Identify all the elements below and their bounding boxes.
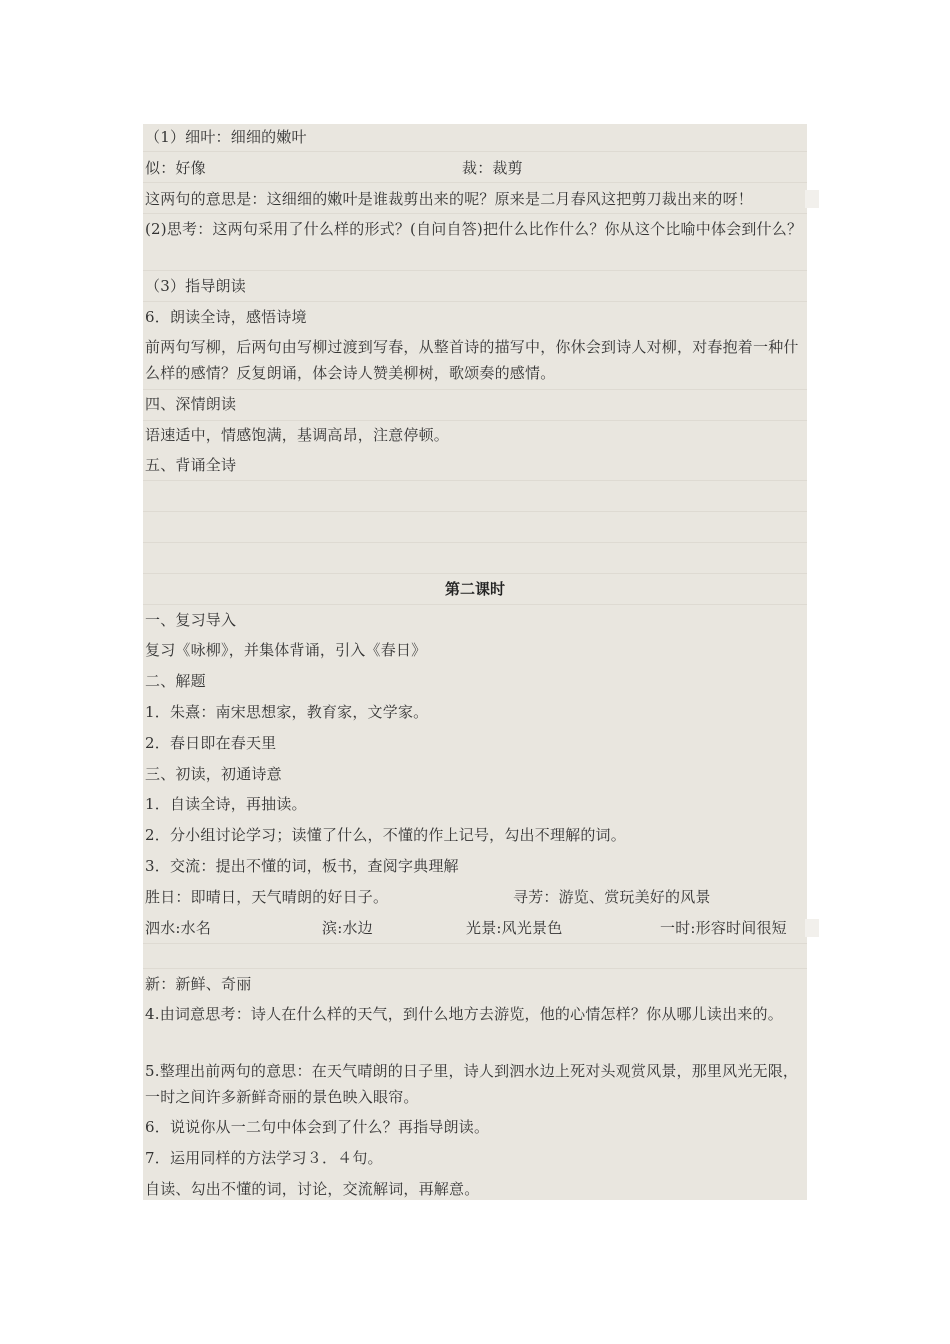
step-3: 3．交流：提出不懂的词，板书，查阅字典理解 — [145, 857, 459, 875]
vocab-note-si: 似：好像 — [145, 159, 206, 177]
row-separator — [143, 270, 807, 271]
step-1: 1．自读全诗，再抽读。 — [145, 795, 307, 813]
feeling-paragraph: 前两句写柳，后两句由写柳过渡到写春，从整首诗的描写中，你休会到诗人对柳，对春抱着一种什么样的感情？反复朗诵，体会诗人赞美柳树，歌颂奏的感情。 — [145, 338, 799, 382]
row-separator — [143, 573, 807, 574]
step-heading-6: 6．朗读全诗，感悟诗境 — [145, 308, 307, 326]
section-heading-1: 一、复习导入 — [145, 611, 237, 629]
edge-mark — [805, 190, 819, 208]
section-heading-3: 三、初读，初通诗意 — [145, 765, 282, 783]
edge-mark — [805, 919, 819, 937]
row-separator — [143, 301, 807, 302]
section-heading-2: 二、解题 — [145, 672, 206, 690]
guided-reading-step: （3）指导朗读 — [145, 277, 246, 295]
vocab-note-xiye: （1）细叶：细细的嫩叶 — [145, 128, 307, 146]
think-question: (2)思考：这两句采用了什么样的形式？(自问自答)把什么比作什么？你从这个比喻中体会到什么？ — [145, 220, 803, 238]
author-note: 1．朱熹：南宋思想家，教育家，文学家。 — [145, 703, 429, 721]
meaning-paragraph: 这两句的意思是：这细细的嫩叶是谁裁剪出来的呢？原来是二月春风这把剪刀裁出来的呀！ — [145, 190, 754, 208]
vocab-shengri: 胜日：即晴日，天气晴朗的好日子。 — [145, 888, 389, 906]
vocab-sishui: 泗水:水名 — [145, 919, 212, 937]
reading-tips: 语速适中，情感饱满，基调高昂，注意停顿。 — [145, 426, 450, 444]
vocab-xunfang: 寻芳：游览、赏玩美好的风景 — [513, 888, 711, 906]
row-separator — [143, 943, 807, 944]
vocab-note-cai: 裁：裁剪 — [462, 159, 523, 177]
section-heading-4: 四、深情朗读 — [145, 395, 237, 413]
title-note: 2．春日即在春天里 — [145, 734, 277, 752]
vocab-guangjing: 光景:风光景色 — [466, 919, 563, 937]
step-6: 6．说说你从一二句中体会到了什么？再指导朗读。 — [145, 1118, 490, 1136]
vocab-yishi: 一时:形容时间很短 — [660, 919, 787, 937]
review-line: 复习《咏柳》，并集体背诵，引入《春日》 — [145, 641, 427, 659]
row-separator — [143, 420, 807, 421]
vocab-xin: 新：新鲜、奇丽 — [145, 975, 252, 993]
vocab-bin: 滨:水边 — [322, 919, 373, 937]
row-separator — [143, 389, 807, 390]
step-7: 7．运用同样的方法学习３．４句。 — [145, 1149, 383, 1167]
row-separator — [143, 151, 807, 152]
lesson-title: 第二课时 — [444, 580, 505, 598]
row-separator — [143, 480, 807, 481]
section-heading-5: 五、背诵全诗 — [145, 456, 237, 474]
row-separator — [143, 968, 807, 969]
row-separator — [143, 182, 807, 183]
step-2: 2．分小组讨论学习；读懂了什么，不懂的作上记号，勾出不理解的词。 — [145, 826, 626, 844]
row-separator — [143, 213, 807, 214]
row-separator — [143, 542, 807, 543]
row-separator — [143, 511, 807, 512]
row-separator — [143, 604, 807, 605]
step-4: 4.由词意思考：诗人在什么样的天气，到什么地方去游览，他的心情怎样？你从哪儿读出来的。 — [145, 1005, 783, 1023]
step-7-detail: 自读、勾出不懂的词，讨论，交流解词，再解意。 — [145, 1180, 480, 1198]
step-5: 5.整理出前两句的意思：在天气晴朗的日子里，诗人到泗水边上死对头观赏风景，那里风光无限，一时之间许多新鲜奇丽的景色映入眼帘。 — [145, 1062, 799, 1106]
